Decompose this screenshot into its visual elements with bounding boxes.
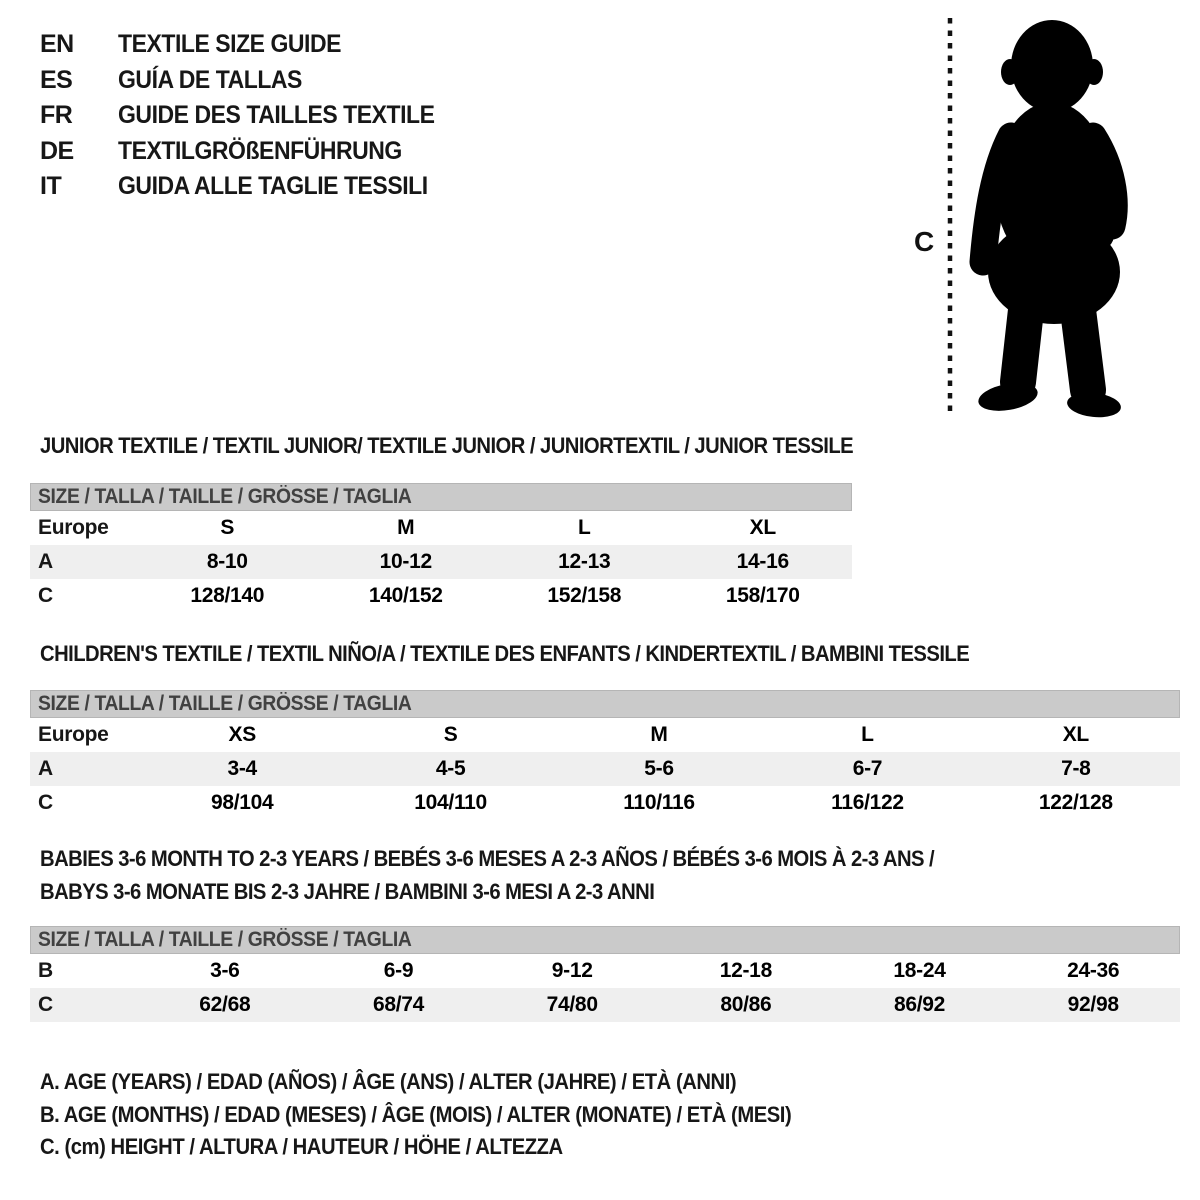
size-cell: M bbox=[397, 516, 415, 539]
row-label: C bbox=[38, 584, 53, 607]
section-title-babies bbox=[40, 842, 1012, 908]
row-label: B bbox=[38, 959, 53, 982]
size-cell: 6-7 bbox=[852, 757, 883, 780]
legend-line-text: B. AGE (MONTHS) / EDAD (MESES) / ÂGE (MOIS) / ALTER (MONATE) / ETÀ (MESI) bbox=[40, 1101, 792, 1127]
table-row bbox=[30, 718, 1180, 752]
section-title-junior bbox=[40, 429, 924, 462]
guide-title bbox=[118, 98, 462, 134]
size-cell: 24-36 bbox=[1067, 959, 1120, 982]
language-code: EN bbox=[40, 30, 74, 58]
junior-size-table bbox=[30, 483, 852, 613]
row-label: C bbox=[38, 993, 53, 1016]
guide-title-text: GUIDE DES TAILLES TEXTILE bbox=[118, 101, 435, 129]
babies-size-table bbox=[30, 926, 1180, 1022]
size-cell: 5-6 bbox=[644, 757, 674, 780]
size-cell: 80/86 bbox=[720, 993, 772, 1016]
language-code: ES bbox=[40, 65, 73, 94]
table-size-header bbox=[30, 926, 1180, 954]
size-cell: 10-12 bbox=[379, 550, 432, 573]
size-cell: 152/158 bbox=[547, 584, 622, 607]
guide-title bbox=[118, 63, 462, 99]
size-cell: 92/98 bbox=[1067, 993, 1119, 1016]
guide-title bbox=[118, 27, 462, 63]
size-cell: XL bbox=[1062, 723, 1089, 746]
language-code: DE bbox=[40, 136, 74, 165]
size-cell: 122/128 bbox=[1038, 791, 1113, 814]
size-cell: L bbox=[577, 516, 591, 539]
size-cell: 128/140 bbox=[190, 584, 265, 607]
size-cell: S bbox=[220, 516, 235, 539]
size-cell: 3-4 bbox=[227, 757, 257, 780]
guide-title-text: GUIDA ALLE TAGLIE TESSILI bbox=[118, 172, 428, 200]
row-label: A bbox=[38, 550, 53, 573]
size-cell: 9-12 bbox=[551, 959, 593, 982]
size-cell: 68/74 bbox=[372, 993, 425, 1016]
guide-title bbox=[118, 169, 462, 205]
table-row bbox=[30, 511, 852, 545]
table-row bbox=[30, 752, 1180, 786]
section-title-line bbox=[40, 637, 1050, 670]
size-cell: 110/116 bbox=[623, 791, 695, 814]
height-measure-label: C bbox=[914, 226, 935, 257]
size-cell: 158/170 bbox=[725, 584, 800, 607]
size-cell: 12-18 bbox=[719, 959, 772, 982]
row-label: Europe bbox=[38, 723, 109, 746]
size-cell: 6-9 bbox=[383, 959, 414, 982]
size-cell: 74/80 bbox=[546, 993, 598, 1016]
size-cell: 62/68 bbox=[199, 993, 251, 1016]
table-row bbox=[30, 954, 1180, 988]
size-cell: XS bbox=[228, 723, 256, 746]
size-cell: 86/92 bbox=[893, 993, 946, 1016]
size-cell: L bbox=[861, 723, 874, 746]
size-cell: 14-16 bbox=[736, 550, 789, 573]
size-cell: 4-5 bbox=[435, 757, 466, 780]
row-label: A bbox=[38, 757, 53, 780]
section-title-text: BABYS 3-6 MONATE BIS 2-3 JAHRE / BAMBINI 3-6 MESI A 2-3 ANNI bbox=[40, 879, 655, 904]
guide-title-text: GUÍA DE TALLAS bbox=[118, 65, 302, 94]
size-cell: 116/122 bbox=[831, 791, 904, 814]
toddler-silhouette-icon bbox=[976, 20, 1122, 420]
section-title-text: CHILDREN'S TEXTILE / TEXTIL NIÑO/A / TEXTILE DES ENFANTS / KINDERTEXTIL / BAMBINI TESSILE bbox=[40, 641, 970, 666]
guide-title-text: TEXTILGRÖßENFÜHRUNG bbox=[118, 136, 402, 165]
table-row bbox=[30, 579, 852, 613]
table-size-header bbox=[30, 483, 852, 511]
size-cell: 98/104 bbox=[210, 791, 274, 814]
children-size-table bbox=[30, 690, 1180, 820]
height-figure bbox=[900, 8, 1160, 420]
table-size-header-text: SIZE / TALLA / TAILLE / GRÖSSE / TAGLIA bbox=[38, 928, 412, 951]
size-cell: M bbox=[650, 723, 668, 746]
section-title-text: BABIES 3-6 MONTH TO 2-3 YEARS / BEBÉS 3-6 MESES A 2-3 AÑOS / BÉBÉS 3-6 MOIS À 2-3 ANS / bbox=[40, 846, 935, 871]
size-cell: 8-10 bbox=[206, 550, 248, 573]
size-cell: 12-13 bbox=[558, 550, 611, 573]
table-size-header-text: SIZE / TALLA / TAILLE / GRÖSSE / TAGLIA bbox=[38, 485, 412, 508]
size-cell: 7-8 bbox=[1061, 757, 1091, 780]
guide-title bbox=[118, 134, 462, 170]
section-title-text: JUNIOR TEXTILE / TEXTIL JUNIOR/ TEXTILE JUNIOR / JUNIORTEXTIL / JUNIOR TESSILE bbox=[40, 433, 854, 458]
section-title-line bbox=[40, 842, 1012, 875]
size-cell: 140/152 bbox=[368, 584, 443, 607]
section-title-line bbox=[40, 429, 924, 462]
size-cell: 104/110 bbox=[414, 791, 487, 814]
table-row bbox=[30, 545, 852, 579]
size-cell: 3-6 bbox=[210, 959, 240, 982]
language-code: FR bbox=[40, 101, 73, 129]
section-title-children bbox=[40, 637, 1050, 670]
size-cell: XL bbox=[749, 516, 776, 539]
legend-line bbox=[40, 1099, 857, 1132]
legend-line-text: A. AGE (YEARS) / EDAD (AÑOS) / ÂGE (ANS) / ALTER (JAHRE) / ETÀ (ANNI) bbox=[40, 1069, 737, 1094]
table-size-header-text: SIZE / TALLA / TAILLE / GRÖSSE / TAGLIA bbox=[38, 692, 412, 715]
legend bbox=[40, 1066, 857, 1164]
section-title-line bbox=[40, 875, 1012, 908]
legend-line bbox=[40, 1131, 857, 1164]
legend-line bbox=[40, 1066, 857, 1099]
size-cell: 18-24 bbox=[893, 959, 946, 982]
language-code: IT bbox=[40, 172, 62, 200]
row-label: C bbox=[38, 791, 53, 814]
table-size-header bbox=[30, 690, 1180, 718]
table-row bbox=[30, 786, 1180, 820]
size-cell: S bbox=[443, 723, 458, 746]
row-label: Europe bbox=[38, 516, 109, 539]
legend-line-text: C. (cm) HEIGHT / ALTURA / HAUTEUR / HÖHE / ALTEZZA bbox=[40, 1134, 563, 1159]
language-title-list bbox=[40, 27, 462, 205]
guide-title-text: TEXTILE SIZE GUIDE bbox=[118, 30, 342, 58]
table-row bbox=[30, 988, 1180, 1022]
